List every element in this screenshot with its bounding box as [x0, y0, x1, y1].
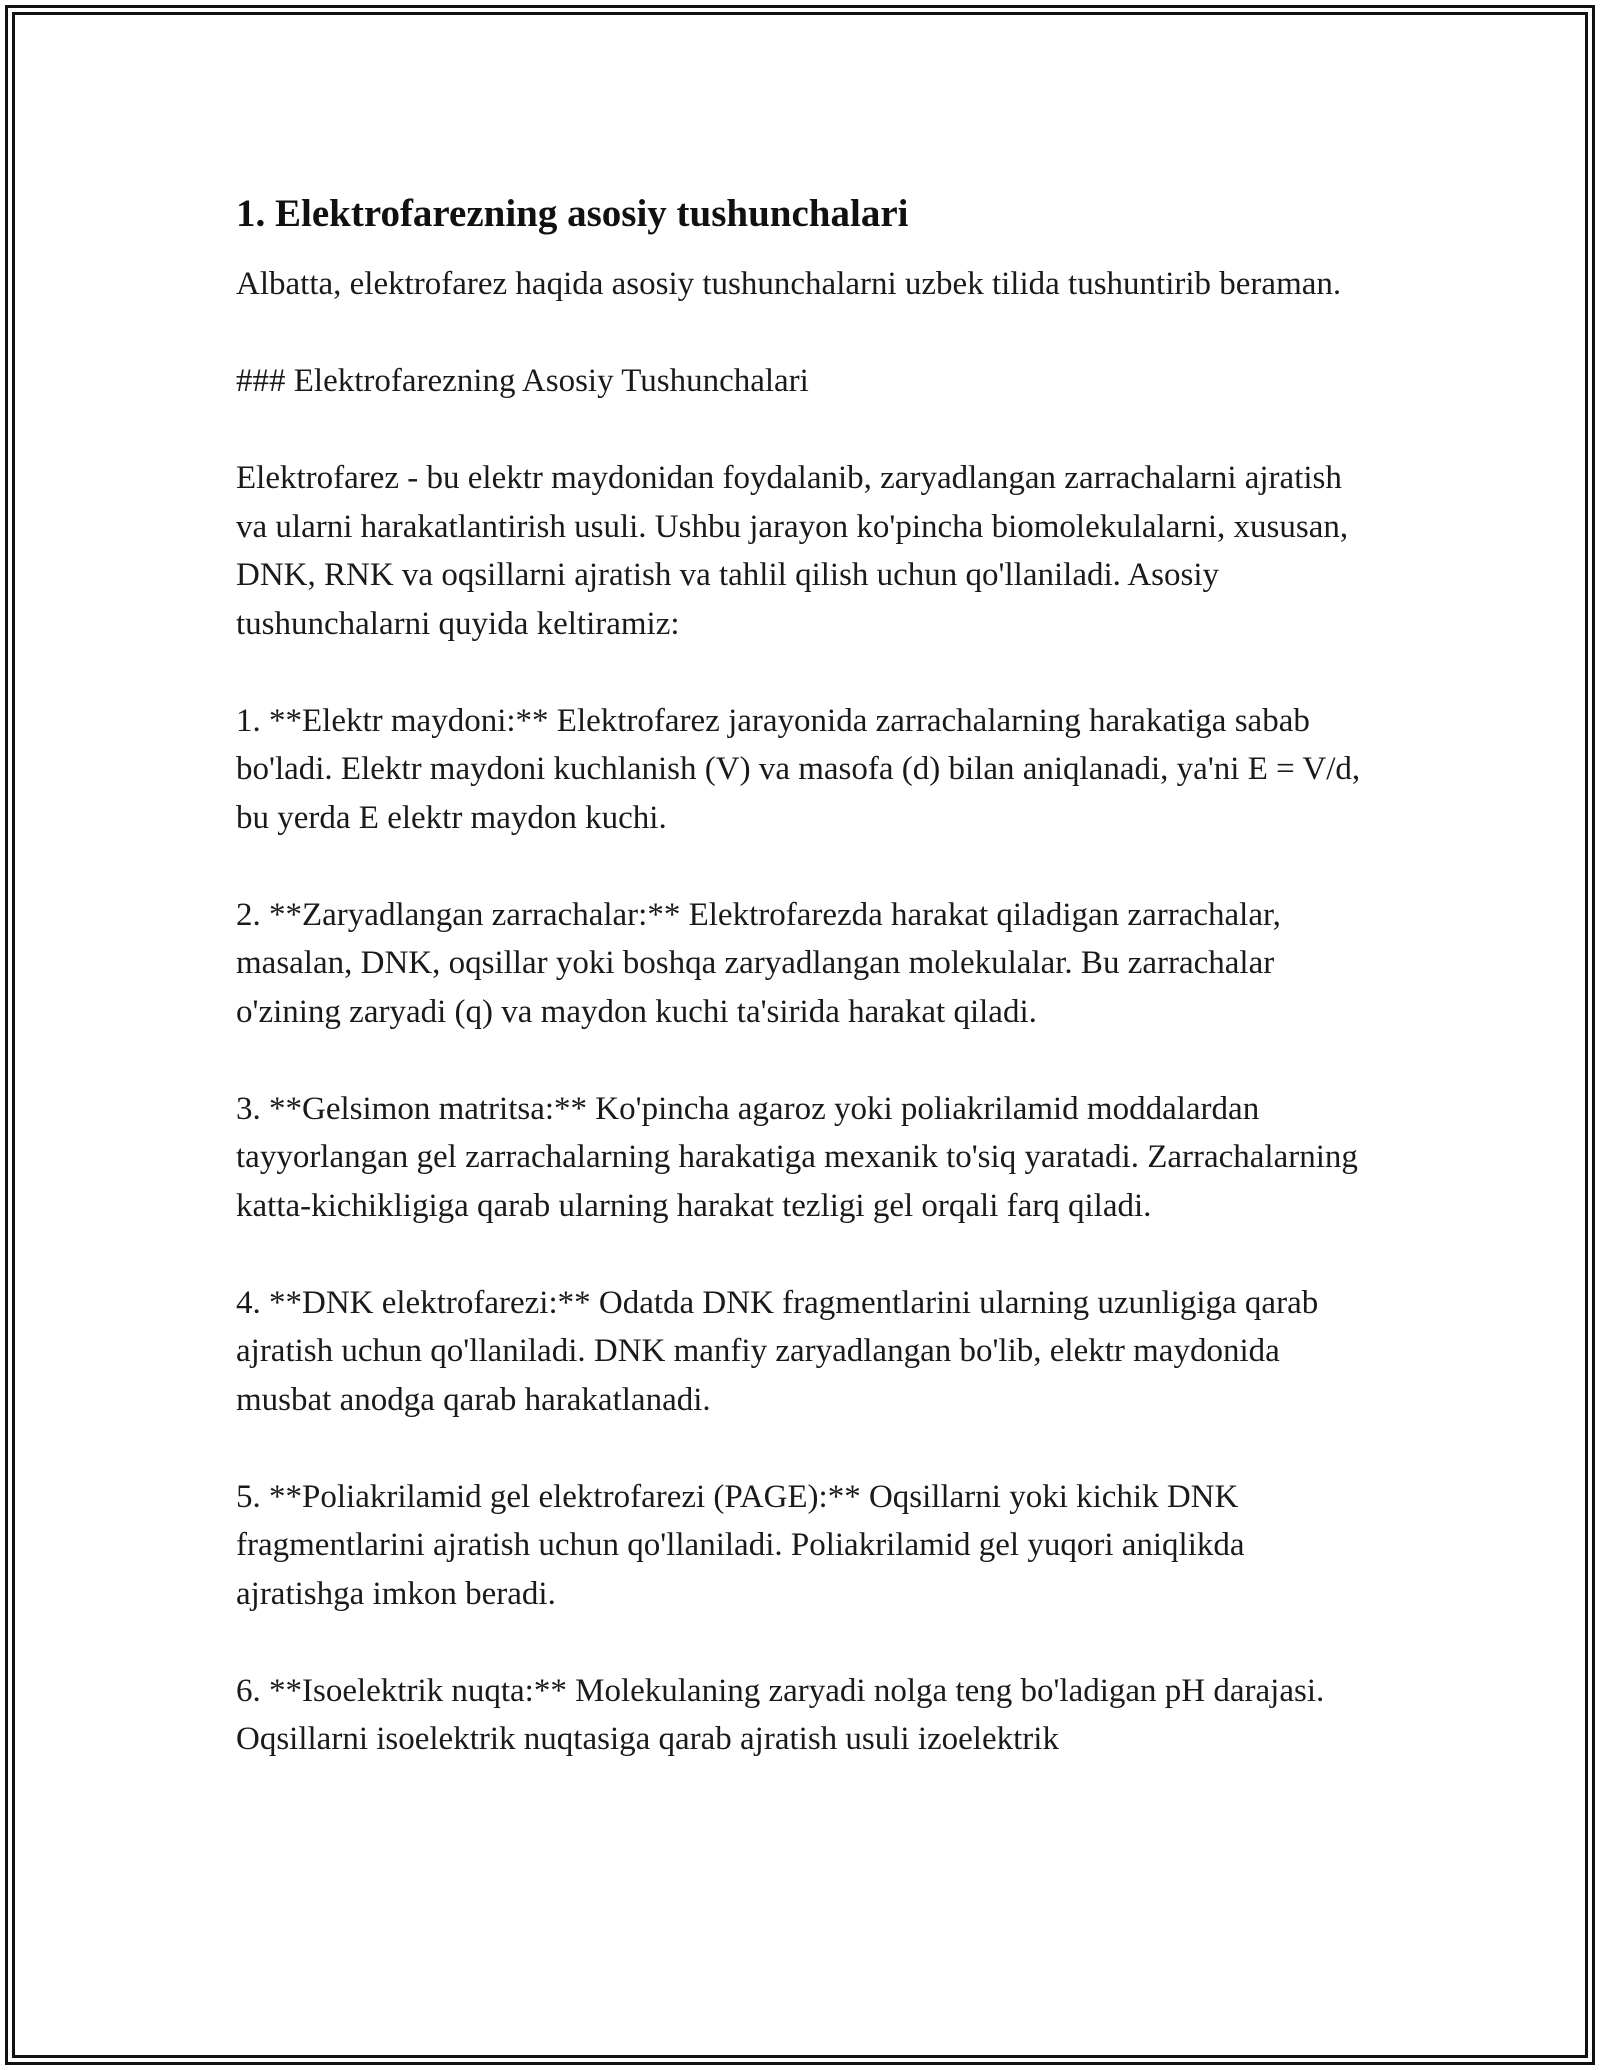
intro-paragraph: Albatta, elektrofarez haqida asosiy tushunchalarni uzbek tilida tushuntirib beraman. [236, 266, 1342, 302]
document-body [236, 188, 1376, 1812]
list-item-page: 5. **Poliakrilamid gel elektrofarezi (PAGE):** Oqsillarni yoki kichik DNK fragmentlarini ajratish uchun qo'llaniladi. Poliakrilamid gel yuqori aniqlikda ajratishga imkon beradi. [236, 1478, 1245, 1612]
list-item-electric-field: 1. **Elektr maydoni:** Elektrofarez jarayonida zarrachalarning harakatiga sabab bo'ladi. Elektr maydoni kuchlanish (V) va masofa (d) bilan aniqlanadi, ya'ni E = V/d, bu yerda E elektr maydon kuchi. [236, 702, 1361, 836]
section-title: 1. Elektrofarezning asosiy tushunchalari [236, 192, 909, 235]
definition-paragraph: Elektrofarez - bu elektr maydonidan foydalanib, zaryadlangan zarrachalarni ajratish va ularni harakatlantirish usuli. Ushbu jarayon ko'pincha biomolekulalarni, xususan, DNK, RNK va oqsillarni ajratish va tahlil qilish uchun qo'llaniladi. Asosiy tushunchalarni quyida keltiramiz: [236, 460, 1349, 642]
list-item-isoelectric-point: 6. **Isoelektrik nuqta:** Molekulaning zaryadi nolga teng bo'ladigan pH darajasi. Oqsillarni isoelektrik nuqtasiga qarab ajratish usuli izoelektrik [236, 1672, 1325, 1757]
list-item-charged-particles: 2. **Zaryadlangan zarrachalar:** Elektrofarezda harakat qiladigan zarrachalar, masalan, DNK, oqsillar yoki boshqa zaryadlangan molekulalar. Bu zarrachalar o'zining zaryadi (q) va maydon kuchi ta'sirida harakat qiladi. [236, 896, 1281, 1030]
list-item-gel-matrix: 3. **Gelsimon matritsa:** Ko'pincha agaroz yoki poliakrilamid moddalardan tayyorlangan gel zarrachalarning harakatiga mexanik to'siq yaratadi. Zarrachalarning katta-kichikligiga qarab ularning harakat tezligi gel orqali farq qiladi. [236, 1090, 1358, 1224]
markdown-heading-text: ### Elektrofarezning Asosiy Tushunchalari [236, 363, 809, 399]
list-item-dna-electrophoresis: 4. **DNK elektrofarezi:** Odatda DNK fragmentlarini ularning uzunligiga qarab ajratish uchun qo'llaniladi. DNK manfiy zaryadlangan bo'lib, elektr maydonida musbat anodga qarab harakatlanadi. [236, 1284, 1319, 1418]
